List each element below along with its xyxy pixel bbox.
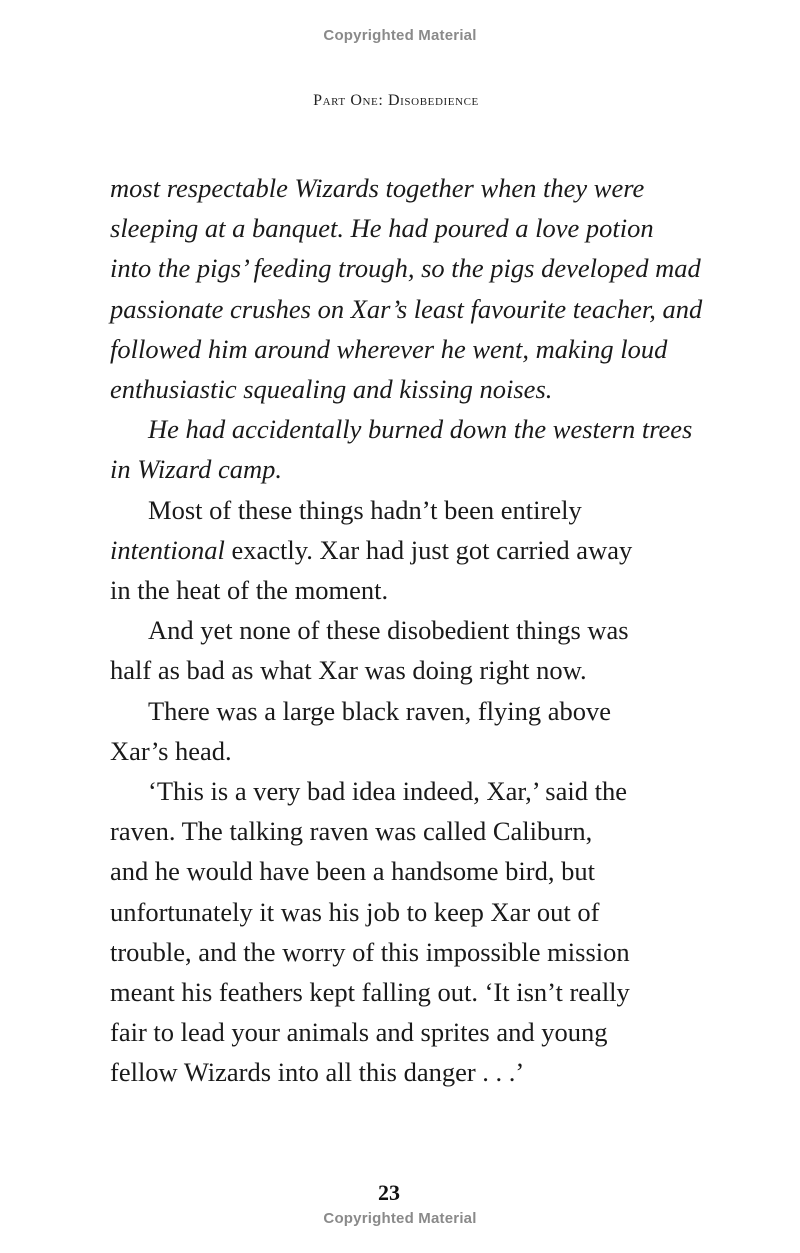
running-head: Part One: Disobedience [313, 92, 479, 109]
body-text [110, 168, 710, 1093]
text-line: passionate crushes on Xar’s least favourite teacher, and [110, 293, 703, 324]
text-line: There was a large black raven, flying above [148, 695, 612, 726]
text-line: into the pigs’ feeding trough, so the pigs developed mad [110, 253, 701, 284]
text-line: and he would have been a handsome bird, but [110, 856, 595, 887]
page-number: 23 [378, 1180, 400, 1205]
text-line: meant his feathers kept falling out. ‘It isn’t really [110, 977, 630, 1008]
text-line: Most of these things hadn’t been entirely [148, 494, 582, 525]
text-line: unfortunately it was his job to keep Xar out of [110, 896, 600, 927]
text-line: trouble, and the worry of this impossible mission [110, 936, 630, 967]
text-line: ‘This is a very bad idea indeed, Xar,’ said the [148, 776, 627, 807]
text-line: followed him around wherever he went, making loud [110, 333, 668, 364]
text-line: half as bad as what Xar was doing right now. [110, 655, 587, 686]
text-line: sleeping at a banquet. He had poured a love potion [110, 213, 654, 244]
text-line: in Wizard camp. [110, 454, 283, 485]
text-line: fair to lead your animals and sprites and young [110, 1017, 608, 1048]
text-line: And yet none of these disobedient things was [148, 615, 629, 646]
text-line: in the heat of the moment. [110, 575, 389, 606]
copyright-watermark-bottom: Copyrighted Material [323, 1210, 477, 1227]
emphasis-word: intentional [110, 534, 225, 565]
text-line: He had accidentally burned down the western trees [148, 414, 693, 445]
text-line [110, 530, 710, 570]
text-line: most respectable Wizards together when they were [110, 173, 645, 203]
text-line: raven. The talking raven was called Caliburn, [110, 816, 593, 847]
text-line-rest: exactly. Xar had just got carried away [224, 534, 633, 565]
text-line: enthusiastic squealing and kissing noises. [110, 374, 553, 405]
text-line: Xar’s head. [110, 735, 232, 766]
text-line: fellow Wizards into all this danger . . .’ [110, 1057, 525, 1088]
copyright-watermark-top: Copyrighted Material [323, 27, 477, 44]
